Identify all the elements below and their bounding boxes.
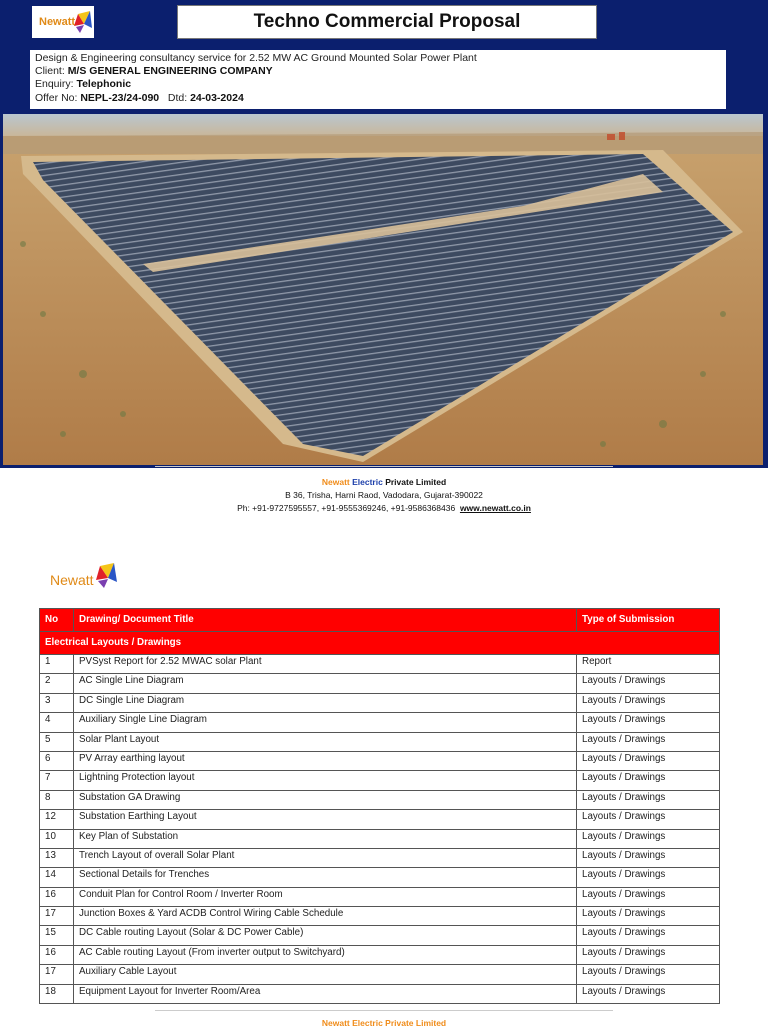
cell-no: 3 [40, 693, 74, 712]
document-title: Techno Commercial Proposal [177, 5, 597, 39]
logo-text: Newatt [39, 16, 76, 28]
logo-text: Newatt [50, 572, 94, 588]
client-line: Client: M/S GENERAL ENGINEERING COMPANY [35, 65, 273, 78]
cell-title: DC Cable routing Layout (Solar & DC Power Cable) [74, 926, 577, 945]
header-title: Drawing/ Document Title [74, 609, 577, 632]
table-row [40, 810, 720, 829]
cell-no: 16 [40, 945, 74, 964]
cell-type: Layouts / Drawings [577, 810, 720, 829]
solar-plant-aerial-photo [3, 114, 763, 465]
cell-title: PV Array earthing layout [74, 751, 577, 770]
cell-no: 17 [40, 965, 74, 984]
enquiry-value: Telephonic [76, 78, 132, 91]
header-type: Type of Submission [577, 609, 720, 632]
cell-no: 13 [40, 848, 74, 867]
cell-title: Trench Layout of overall Solar Plant [74, 848, 577, 867]
cell-type: Layouts / Drawings [577, 829, 720, 848]
cell-type: Layouts / Drawings [577, 945, 720, 964]
cell-no: 12 [40, 810, 74, 829]
table-row [40, 907, 720, 926]
cell-title: Auxiliary Single Line Diagram [74, 713, 577, 732]
table-row [40, 887, 720, 906]
newatt-logo [32, 6, 94, 38]
proposal-info [30, 50, 726, 109]
cell-type: Layouts / Drawings [577, 984, 720, 1003]
cell-no: 16 [40, 887, 74, 906]
offer-number: NEPL-23/24-090 [80, 91, 160, 104]
table-body [40, 655, 720, 1004]
cell-title: Substation Earthing Layout [74, 810, 577, 829]
table-row [40, 868, 720, 887]
enquiry-line: Enquiry: Telephonic [35, 78, 132, 91]
table-row [40, 945, 720, 964]
cell-type: Layouts / Drawings [577, 926, 720, 945]
table-row [40, 771, 720, 790]
cell-no: 14 [40, 868, 74, 887]
cell-no: 8 [40, 790, 74, 809]
cell-no: 1 [40, 655, 74, 674]
cell-type: Layouts / Drawings [577, 887, 720, 906]
cell-type: Layouts / Drawings [577, 732, 720, 751]
cell-title: PVSyst Report for 2.52 MWAC solar Plant [74, 655, 577, 674]
company-address: B 36, Trisha, Harni Raod, Vadodara, Gujarat-390022 [285, 490, 483, 500]
cell-type: Layouts / Drawings [577, 907, 720, 926]
company-footer [0, 476, 768, 515]
client-name: M/S GENERAL ENGINEERING COMPANY [67, 65, 273, 78]
cell-title: Conduit Plan for Control Room / Inverter Room [74, 887, 577, 906]
cell-title: Sectional Details for Trenches [74, 868, 577, 887]
cell-title: Equipment Layout for Inverter Room/Area [74, 984, 577, 1003]
cell-no: 6 [40, 751, 74, 770]
offer-date: 24-03-2024 [190, 91, 244, 104]
table-header-row [40, 609, 720, 632]
cell-type: Layouts / Drawings [577, 868, 720, 887]
header-no: No [40, 609, 74, 632]
table-row [40, 829, 720, 848]
table-row [40, 732, 720, 751]
company-contact: Ph: +91-9727595557, +91-9555369246, +91-9586368436 www.newatt.co.in [237, 503, 531, 513]
offer-line: Offer No: NEPL-23/24-090 Dtd: 24-03-2024 [35, 91, 244, 104]
table-row [40, 655, 720, 674]
cell-no: 7 [40, 771, 74, 790]
table-row [40, 693, 720, 712]
cell-no: 18 [40, 984, 74, 1003]
project-description: Design & Engineering consultancy service for 2.52 MW AC Ground Mounted Solar Power Plant [35, 52, 477, 64]
cell-no: 2 [40, 674, 74, 693]
cell-type: Report [577, 655, 720, 674]
cell-type: Layouts / Drawings [577, 751, 720, 770]
cell-title: AC Single Line Diagram [74, 674, 577, 693]
cell-type: Layouts / Drawings [577, 771, 720, 790]
cell-type: Layouts / Drawings [577, 848, 720, 867]
divider [155, 1010, 613, 1011]
cell-title: DC Single Line Diagram [74, 693, 577, 712]
company-website-link[interactable]: www.newatt.co.in [459, 503, 531, 513]
company-name: Newatt Electric Private Limited [321, 477, 447, 487]
cell-no: 5 [40, 732, 74, 751]
cell-no: 17 [40, 907, 74, 926]
cell-title: Auxiliary Cable Layout [74, 965, 577, 984]
cover-header [0, 0, 768, 468]
table-row [40, 926, 720, 945]
table-row [40, 965, 720, 984]
cell-no: 15 [40, 926, 74, 945]
table-row [40, 751, 720, 770]
footer-company-name-cut: Newatt Electric Private Limited [321, 1018, 447, 1028]
cell-type: Layouts / Drawings [577, 713, 720, 732]
section-title: Electrical Layouts / Drawings [40, 632, 720, 655]
cell-title: Lightning Protection layout [74, 771, 577, 790]
cell-title: Key Plan of Substation [74, 829, 577, 848]
cell-no: 4 [40, 713, 74, 732]
cell-type: Layouts / Drawings [577, 965, 720, 984]
table-row [40, 790, 720, 809]
cell-type: Layouts / Drawings [577, 674, 720, 693]
cell-title: Junction Boxes & Yard ACDB Control Wiring Cable Schedule [74, 907, 577, 926]
cell-no: 10 [40, 829, 74, 848]
cell-type: Layouts / Drawings [577, 693, 720, 712]
section-row [40, 632, 720, 655]
cell-title: Substation GA Drawing [74, 790, 577, 809]
cell-type: Layouts / Drawings [577, 790, 720, 809]
drawings-table [39, 608, 720, 1004]
cell-title: AC Cable routing Layout (From inverter output to Switchyard) [74, 945, 577, 964]
cell-title: Solar Plant Layout [74, 732, 577, 751]
newatt-logo-secondary [48, 560, 120, 596]
table-row [40, 848, 720, 867]
divider [155, 466, 613, 467]
table-row [40, 984, 720, 1003]
table-row [40, 713, 720, 732]
table-row [40, 674, 720, 693]
